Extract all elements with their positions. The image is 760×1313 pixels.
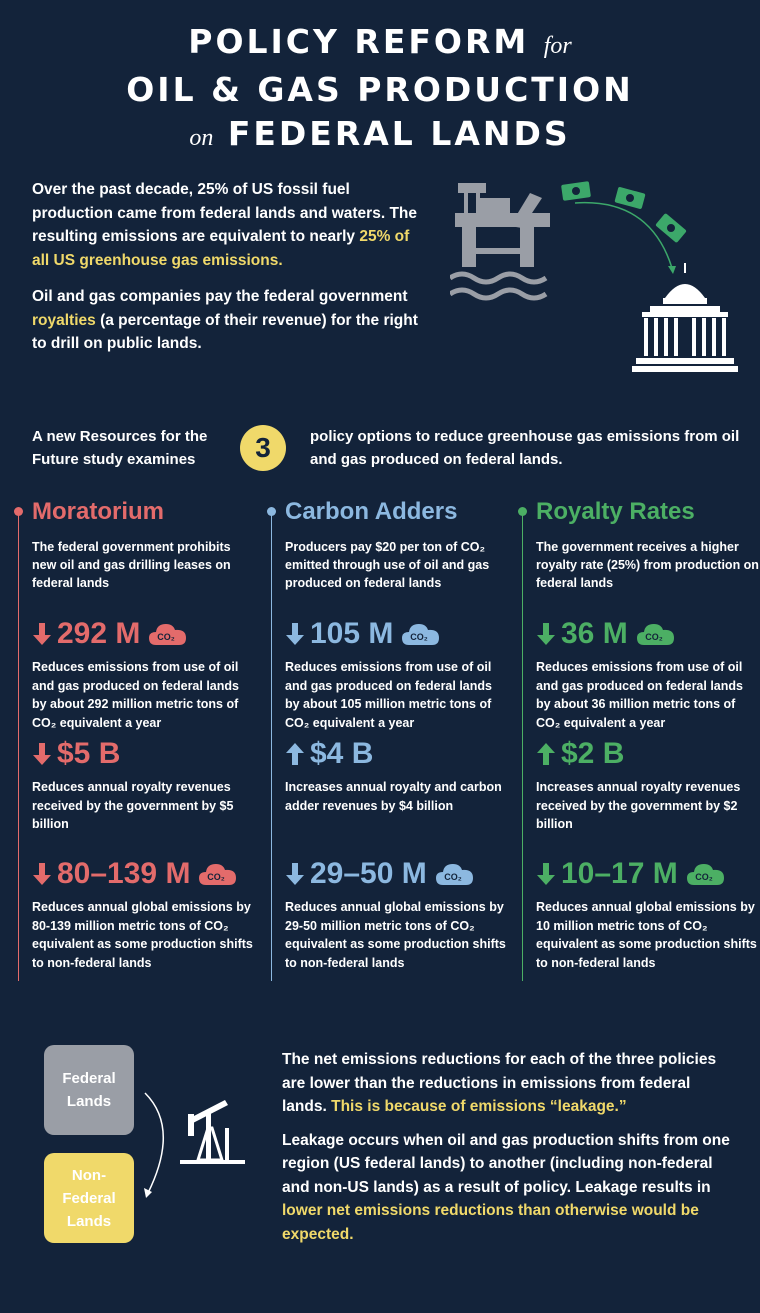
- leakage-arrow-line: [145, 1093, 163, 1193]
- arrow-up-icon: [536, 741, 556, 767]
- title-connector-on: on: [189, 125, 214, 151]
- intro-text: [32, 178, 427, 369]
- leakage-paragraph-2: [282, 1129, 732, 1247]
- flow-arrow-head: [668, 266, 676, 274]
- column-divider-line: [522, 511, 523, 981]
- nonfederal-lands-box: [44, 1153, 134, 1243]
- leakage-p2-highlight: lower net emissions reductions than otherwise would be expected.: [282, 1202, 699, 1243]
- policy-stat: [536, 734, 760, 854]
- money-icon: [561, 181, 687, 243]
- policy-stat: [32, 854, 257, 974]
- page-title: [0, 20, 760, 160]
- arrow-down-icon: [536, 861, 556, 887]
- stat-description: Increases annual royalty and carbon adder revenues by $4 billion: [285, 780, 502, 813]
- policy-stat: [536, 614, 760, 734]
- leakage-paragraph-1: [282, 1048, 732, 1119]
- co2-cloud-label: CO₂: [444, 872, 462, 882]
- co2-cloud-icon: [148, 621, 188, 647]
- policy-column-carbon-adders: [285, 497, 510, 974]
- oil-pump-jack-icon: [180, 1100, 245, 1164]
- federal-lands-box: [44, 1045, 134, 1135]
- intro-p1-text: Over the past decade, 25% of US fossil fuel production came from federal lands and waters. The resulting emissions are equivalent to nearly: [32, 181, 418, 245]
- co2-cloud-label: CO₂: [695, 872, 713, 882]
- policy-column-moratorium: [32, 497, 257, 974]
- stat-description: Reduces annual global emissions by 80-139 million metric tons of CO₂ equivalent as some production shifts to non-federal lands: [32, 900, 253, 970]
- oil-platform-icon: [450, 183, 550, 298]
- study-intro-left: A new Resources for the Future study examines: [32, 428, 208, 468]
- policy-stat: [32, 614, 257, 734]
- column-marker-dot: [14, 507, 23, 516]
- policy-description: Producers pay $20 per ton of CO₂ emitted through use of oil and gas produced on federal lands: [285, 540, 490, 590]
- policy-stat: [285, 734, 510, 854]
- policy-column-royalty-rates: [536, 497, 760, 974]
- co2-cloud-icon: [198, 861, 238, 887]
- co2-cloud-icon: [636, 621, 676, 647]
- policy-stat: [536, 854, 760, 974]
- column-marker-dot: [518, 507, 527, 516]
- federal-lands-label: Federal Lands: [62, 1070, 116, 1110]
- policy-name: Royalty Rates: [536, 498, 695, 525]
- policy-stat: [285, 614, 510, 734]
- nonfederal-lands-label: Non-Federal Lands: [62, 1166, 116, 1230]
- stat-description: Reduces emissions from use of oil and gas produced on federal lands by about 105 million metric tons of CO₂ equivalent a year: [285, 660, 492, 730]
- study-intro-right: policy options to reduce greenhouse gas emissions from oil and gas produced on federal lands.: [310, 428, 740, 468]
- policy-stat: [285, 854, 510, 974]
- stat-description: Increases annual royalty revenues received by the government by $2 billion: [536, 780, 741, 831]
- flow-arrow-line: [575, 203, 672, 268]
- stat-description: Reduces annual global emissions by 10 million metric tons of CO₂ equivalent as some production shifts to non-federal lands: [536, 900, 757, 970]
- co2-cloud-label: CO₂: [157, 632, 176, 642]
- arrow-down-icon: [32, 861, 52, 887]
- leakage-p1-highlight: This is because of emissions “leakage.”: [331, 1098, 627, 1115]
- column-divider-line: [18, 511, 19, 981]
- stat-value: $2 B: [561, 737, 625, 770]
- stat-description: Reduces emissions from use of oil and gas produced on federal lands by about 292 million metric tons of CO₂ equivalent a year: [32, 660, 239, 730]
- intro-p2-after: (a percentage of their revenue) for the right to drill on public lands.: [32, 311, 418, 352]
- intro-paragraph-1: [32, 178, 427, 272]
- column-divider-line: [271, 511, 272, 981]
- arrow-down-icon: [32, 621, 52, 647]
- stat-value: 10–17 M: [561, 857, 678, 890]
- co2-cloud-icon: [401, 621, 441, 647]
- co2-cloud-icon: [435, 861, 475, 887]
- arrow-down-icon: [536, 621, 556, 647]
- intro-p2-before: Oil and gas companies pay the federal government: [32, 288, 408, 305]
- leakage-p2-text: Leakage occurs when oil and gas production shifts from one region (US federal lands) to another (including non-federal and non-US lands) as a result of policy. Leakage results in: [282, 1131, 730, 1196]
- stat-value: $5 B: [57, 737, 121, 770]
- co2-cloud-label: CO₂: [410, 632, 429, 642]
- arrow-down-icon: [32, 741, 52, 767]
- intro-paragraph-2: [32, 285, 427, 356]
- royalty-flow-illustration: [450, 178, 740, 378]
- stat-value: 292 M: [57, 617, 141, 650]
- column-marker-dot: [267, 507, 276, 516]
- policy-count-badge: 3: [240, 425, 286, 471]
- stat-value: 105 M: [310, 617, 394, 650]
- co2-cloud-label: CO₂: [644, 632, 663, 642]
- stat-description: Reduces emissions from use of oil and gas produced on federal lands by about 36 million metric tons of CO₂ equivalent a year: [536, 660, 743, 730]
- stat-value: 29–50 M: [310, 857, 427, 890]
- policy-description: The government receives a higher royalty rate (25%) from production on federal lands: [536, 540, 759, 590]
- title-line-2: OIL & GAS PRODUCTION: [126, 70, 634, 109]
- co2-cloud-icon: [686, 861, 726, 887]
- stat-description: Reduces annual royalty revenues received by the government by $5 billion: [32, 780, 234, 831]
- title-connector-for: for: [543, 33, 572, 59]
- stat-value: 80–139 M: [57, 857, 191, 890]
- policy-name: Moratorium: [32, 498, 164, 525]
- intro-p1-highlight: 25% of all US greenhouse gas emissions.: [32, 228, 410, 269]
- policy-name: Carbon Adders: [285, 498, 458, 525]
- leakage-arrow-head: [144, 1188, 152, 1198]
- capitol-building-icon: [632, 263, 738, 372]
- policy-stat: [32, 734, 257, 854]
- leakage-p1-text: The net emissions reductions for each of the three policies are lower than the reductions in emissions from federal lands.: [282, 1051, 717, 1115]
- leakage-text: [282, 1048, 732, 1256]
- stat-value: 36 M: [561, 617, 628, 650]
- policy-description: The federal government prohibits new oil and gas drilling leases on federal lands: [32, 540, 231, 590]
- intro-p2-highlight: royalties: [32, 311, 96, 329]
- arrow-down-icon: [285, 621, 305, 647]
- arrow-up-icon: [285, 741, 305, 767]
- stat-description: Reduces annual global emissions by 29-50 million metric tons of CO₂ equivalent as some production shifts to non-federal lands: [285, 900, 506, 970]
- title-line-1: POLICY REFORM: [188, 22, 530, 61]
- title-line-3: FEDERAL LANDS: [227, 114, 571, 153]
- leakage-illustration: [140, 1088, 250, 1198]
- arrow-down-icon: [285, 861, 305, 887]
- co2-cloud-label: CO₂: [207, 872, 226, 882]
- stat-value: $4 B: [310, 737, 374, 770]
